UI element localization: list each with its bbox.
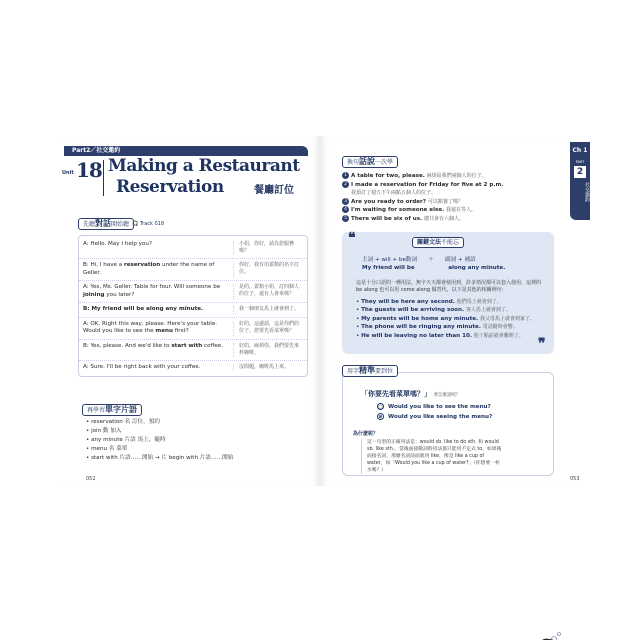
lesson-title-line1: Making a Restaurant [108,156,300,176]
book-spread [58,136,590,486]
grammar-formula-pattern: 主詞 + will + be動詞 ＋ 副詞 + 補語 [362,257,476,263]
phrase-item [342,206,542,215]
quote-close-icon: ❞ [538,336,546,352]
usage-box [342,372,554,476]
vocab-tag-bold: 單字片語 [105,405,138,414]
phrases-tag-bold: 話說 [359,157,376,166]
audio-track[interactable] [132,221,164,227]
dialog-tag-pre: 先聽 [83,221,96,228]
part-name: 社交邀約 [584,182,590,202]
phrases-tag-post: 一次學 [375,159,394,166]
example-english: They will be here any second. [361,299,455,305]
phrase-english: There will be six of us. [351,215,423,222]
dialog-chinese: 好的，麻煩你，我們要先來杯咖啡。 [233,343,303,357]
phrases-section-tag [342,156,398,168]
usage-tag-pre: 用字 [347,368,360,375]
usage-question-text: 「你要先看菜單嗎？」 [361,390,431,398]
phrases-tag-pre: 換句 [347,159,360,166]
dialog-tag-bold: 對話 [95,219,112,228]
number-badge-icon: 4 [342,206,349,213]
example-chinese: 我父母馬上就會到家了。 [479,315,535,322]
usage-question [361,389,460,399]
dialog-tag-post: 開始聽 [111,221,130,228]
usage-why-label: 為什麼呢？ [353,431,379,437]
part-header-bar [64,146,308,156]
grammar-formula-example: My friend will be along any minute. [362,265,506,271]
dialog-row [79,281,307,303]
grammar-example-item: • They will be here any second. 他們馬上就會到了。 [356,299,502,305]
unit-number: 18 [76,158,102,182]
number-badge-icon: 3 [342,198,349,205]
dialog-row [79,303,307,318]
dialog-english: B: My friend will be along any minute. [83,306,204,312]
number-badge-icon: 5 [342,215,349,222]
dialog-english: B: Yes, please. And we'd like to start with coffee. [83,342,224,349]
dialog-english: A: Yes, Ms. Geller. Table for four. Will someone be joining you later? [83,284,221,298]
lesson-title-line2: Reservation [116,177,224,197]
phrase-item [342,215,542,224]
phrase-item [342,181,542,198]
dialog-english: B: Hi, I have a reservation under the name of Geller. [83,262,215,276]
phrase-chinese: 可以點餐了嗎？ [427,198,463,205]
vocab-item: • menu 名 菜單 [86,446,128,452]
usage-option-text: Would you like seeing the menu? [388,414,493,420]
correct-circle-icon: ○ [378,404,383,410]
dialog-section-tag [78,218,134,230]
lesson-title-chinese: 餐廳訂位 [254,185,294,196]
left-page [58,136,320,486]
dialog-chinese: 是的，蓋勒小姐，訂四個人的位子，還有人會來嗎？ [233,284,303,299]
grammar-box [342,232,554,354]
dialog-row [79,340,307,361]
dialog-chinese: 小姐，你好，請為您服務嗎？ [233,241,303,255]
example-english: The guests will be arriving soon. [361,307,465,314]
example-english: He will be leaving no later than 10. [361,332,473,339]
vocab-item: • start with 片語……開始 → 片 begin with 片語……開始 [86,455,234,461]
dialog-row [79,318,307,340]
phrases-list [342,172,542,224]
grammar-tag-bold: 關鍵文法 [417,239,442,246]
usage-section-tag [342,365,398,377]
grammar-example-item: • My parents will be home any minute. 我父母馬上就會到家了。 [356,315,535,322]
part-number: 2 [574,166,586,178]
number-badge-icon: 1 [342,172,349,179]
example-english: The phone will be ringing any minute. [361,324,481,331]
headphones-icon: 🎧 [132,221,139,227]
usage-explanation: 這一句型的正確用法是：would sb. like to do sth. 和 would sb. like sth.，當後面接動詞時用法都只能用不定式 to，如果後面接名詞，那麼名詞前面就用 like，像是 like a cup of water，如「Would you like a cup of water?」（你想要一杯水嗎？） [361,439,503,474]
grammar-tag-post: 不能忘 [441,239,460,246]
dialog-chinese: 你好，我有用蓋勒的名字訂位。 [233,262,303,277]
example-english: My parents will be home any minute. [361,315,479,322]
phrase-english: A table for two, please. [351,173,425,179]
unit-divider [103,160,104,196]
dialog-chinese: 我一個朋友馬上就會到了。 [233,306,303,314]
right-page [320,136,590,486]
dialog-english: A: Hello. May I help you? [83,241,152,247]
dialog-box [78,235,308,377]
dialog-chinese: 沒問題，咖啡馬上來。 [233,364,303,372]
example-chinese: 他十點前就會離開了。 [473,332,524,339]
usage-question-note: 要怎麼說呢？ [433,393,461,398]
usage-option-text: Would you like to see the menu? [388,404,491,410]
usage-tag-post: 要到位 [375,368,394,375]
dialog-english: A: OK. Right this way, please. Here's your table. Would you like to see the menu first? [83,320,218,334]
phrase-chinese: 麻煩給我們兩個人的位子。 [426,173,487,179]
phrase-item [342,198,542,207]
grammar-example-item: • He will be leaving no later than 10. 他十點前就會離開了。 [356,332,524,339]
chapter-tab [570,142,590,220]
usage-option-correct [377,403,491,410]
dialog-row [79,361,307,375]
grammar-example-item: • The guests will be arriving soon. 客人馬上就會到了。 [356,307,511,314]
page-number-left: 052 [86,476,96,482]
phrase-english: I made a reservation for Friday for five at 2 p.m. [351,181,504,188]
person-thinking-illustration [521,631,573,640]
phrase-chinese: 總共會有六個人。 [423,215,464,222]
quote-open-icon: ❝ [348,230,356,246]
vocab-tag-pre: 再學習 [87,407,106,414]
phrase-english: I'm waiting for someone else. [351,207,445,214]
dialog-english: A: Sure. I'll be right back with your coffee. [83,363,201,370]
number-badge-icon: 2 [342,181,349,188]
example-chinese: 客人馬上就會到了。 [465,307,511,314]
vocab-list [86,418,286,463]
page-number-right: 053 [570,476,580,482]
grammar-title-tag [412,237,464,248]
example-chinese: 電話隨時會響。 [482,324,518,331]
phrase-chinese: 我預訂了週五下午兩點五個人的位子。 [351,190,437,197]
phrase-chinese: 我還在等人。 [446,207,477,214]
part-label: Part2／社交邀約 [72,147,121,154]
dialog-row [79,238,307,259]
chapter-label: Ch 1 [572,147,588,154]
wrong-cross-icon: ⊗ [378,414,383,420]
phrase-item [342,172,542,181]
part-small-label: PART [575,160,585,164]
grammar-example-item: • The phone will be ringing any minute. 電話隨時會響。 [356,324,518,331]
dialog-chinese: 好的，這邊請，這是你們的位子，您要先看菜單嗎？ [233,321,303,336]
vocab-item: • any minute 片語 馬上，隨時 [86,437,166,443]
grammar-formula [362,256,542,272]
grammar-description: 這是十分口語的一種用法，無字天天都會使用到，許多情況都可以套入使用，這裡的 be along 也可以用 come along 做替代，以下是其他的相關例句： [356,280,542,293]
unit-label: Unit [62,170,74,176]
vocab-item: • join 動 加入 [86,428,122,434]
vocab-section-tag [82,404,142,416]
phrase-english: Are you ready to order? [351,198,427,205]
grammar-examples [356,298,546,340]
dialog-row [79,259,307,281]
usage-tag-bold: 精準 [359,366,376,375]
example-chinese: 他們馬上就會到了。 [456,299,502,305]
track-label: Track 018 [139,221,165,227]
vocab-item: • reservation 名 訂位，預約 [86,419,160,425]
usage-option-wrong [377,413,492,420]
